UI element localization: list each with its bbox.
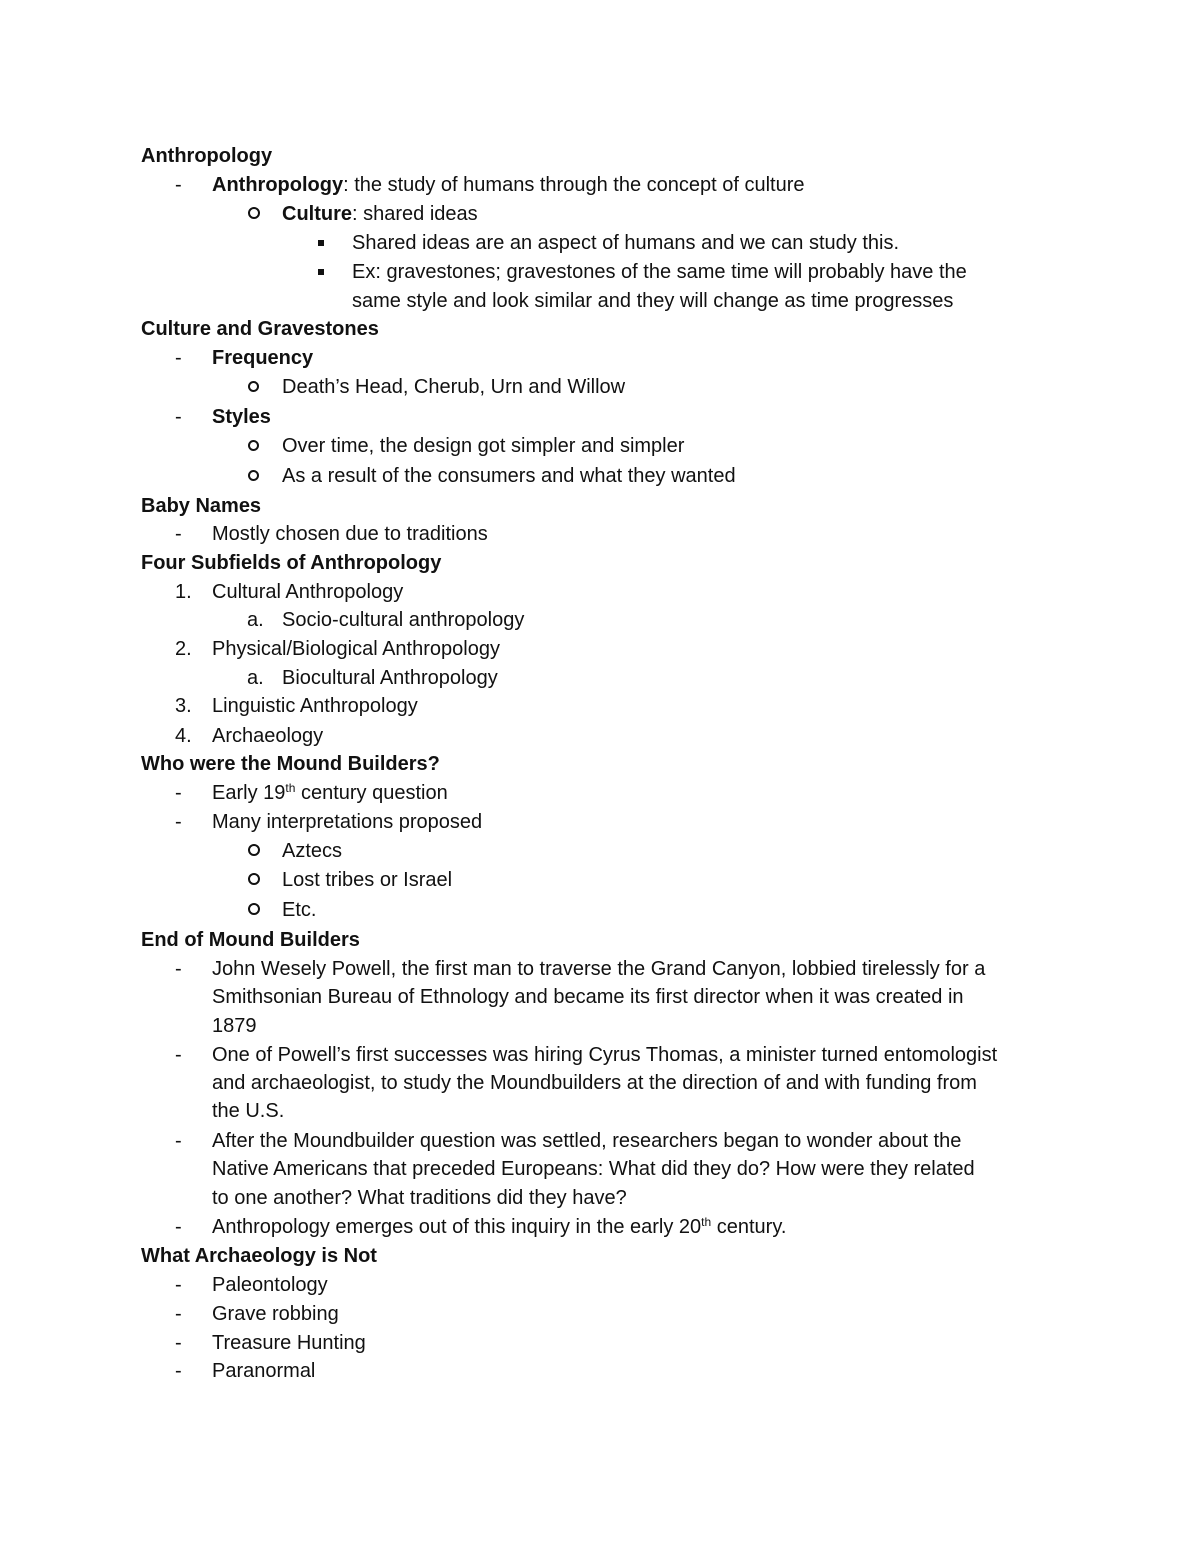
paragraph-line: Native Americans that preceded Europeans: What did they do? How were they related bbox=[212, 1158, 975, 1180]
list-item: Biocultural Anthropology bbox=[282, 667, 498, 689]
list-item: Ex: gravestones; gravestones of the same time will probably have the bbox=[352, 261, 967, 283]
paragraph-line bbox=[212, 1213, 786, 1241]
dash-bullet: - bbox=[175, 406, 182, 428]
list-item: Physical/Biological Anthropology bbox=[212, 638, 500, 660]
list-number: 2. bbox=[175, 638, 192, 660]
dash-bullet: - bbox=[175, 1044, 182, 1066]
dash-bullet: - bbox=[175, 1274, 182, 1296]
square-bullet-icon bbox=[316, 258, 322, 286]
paragraph-line: 1879 bbox=[212, 1015, 257, 1037]
list-item: Archaeology bbox=[212, 725, 324, 747]
term: Anthropology bbox=[212, 174, 344, 196]
paragraph-line: One of Powell’s first successes was hiring Cyrus Thomas, a minister turned entomologist bbox=[212, 1044, 998, 1066]
section-heading: End of Mound Builders bbox=[141, 929, 360, 951]
text-part: century question bbox=[295, 782, 448, 804]
list-item bbox=[212, 779, 448, 807]
section-heading: Culture and Gravestones bbox=[141, 318, 379, 340]
list-item bbox=[282, 200, 478, 228]
subheading: Frequency bbox=[212, 347, 314, 369]
dash-bullet: - bbox=[175, 1130, 182, 1152]
dash-bullet: - bbox=[175, 811, 182, 833]
list-item: Mostly chosen due to traditions bbox=[212, 523, 488, 545]
square-bullet-icon bbox=[316, 229, 322, 257]
section-heading: What Archaeology is Not bbox=[141, 1245, 377, 1267]
list-letter: a. bbox=[247, 609, 264, 631]
list-item: Lost tribes or Israel bbox=[282, 869, 453, 891]
text-part: Early 19 bbox=[212, 782, 286, 804]
list-item bbox=[212, 171, 805, 199]
circle-bullet-icon bbox=[248, 200, 260, 228]
section-heading: Four Subfields of Anthropology bbox=[141, 552, 442, 574]
circle-bullet-icon bbox=[248, 896, 260, 924]
paragraph-line: to one another? What traditions did they have? bbox=[212, 1187, 627, 1209]
list-item: Linguistic Anthropology bbox=[212, 695, 418, 717]
circle-bullet-icon bbox=[248, 866, 260, 894]
paragraph-line: After the Moundbuilder question was settled, researchers began to wonder about the bbox=[212, 1130, 962, 1152]
list-item: Paleontology bbox=[212, 1274, 328, 1296]
superscript: th bbox=[285, 781, 296, 795]
list-item: Shared ideas are an aspect of humans and we can study this. bbox=[352, 232, 900, 254]
dash-bullet: - bbox=[175, 1332, 182, 1354]
list-letter: a. bbox=[247, 667, 264, 689]
list-item: Paranormal bbox=[212, 1360, 316, 1382]
paragraph-line: John Wesely Powell, the first man to traverse the Grand Canyon, lobbied tirelessly for a bbox=[212, 958, 986, 980]
list-item: Many interpretations proposed bbox=[212, 811, 483, 833]
list-number: 1. bbox=[175, 581, 192, 603]
bold-circle-bullet-icon bbox=[248, 432, 259, 460]
superscript: th bbox=[701, 1215, 712, 1229]
dash-bullet: - bbox=[175, 1216, 182, 1238]
dash-bullet: - bbox=[175, 1303, 182, 1325]
list-item: Socio-cultural anthropology bbox=[282, 609, 525, 631]
circle-bullet-icon bbox=[248, 837, 260, 865]
dash-bullet: - bbox=[175, 523, 182, 545]
list-number: 3. bbox=[175, 695, 192, 717]
list-item: Death’s Head, Cherub, Urn and Willow bbox=[282, 376, 626, 398]
paragraph-line: Smithsonian Bureau of Ethnology and became its first director when it was created in bbox=[212, 986, 964, 1008]
bold-circle-bullet-icon bbox=[248, 373, 259, 401]
definition: : the study of humans through the concept of culture bbox=[343, 174, 805, 196]
list-item: Cultural Anthropology bbox=[212, 581, 404, 603]
list-number: 4. bbox=[175, 725, 192, 747]
text-part: Anthropology emerges out of this inquiry in the early 20 bbox=[212, 1216, 702, 1238]
paragraph-line: the U.S. bbox=[212, 1100, 285, 1122]
list-item: Aztecs bbox=[282, 840, 343, 862]
section-heading: Baby Names bbox=[141, 495, 262, 517]
list-item: Over time, the design got simpler and simpler bbox=[282, 435, 685, 457]
dash-bullet: - bbox=[175, 782, 182, 804]
term: Culture bbox=[282, 203, 352, 225]
dash-bullet: - bbox=[175, 958, 182, 980]
dash-bullet: - bbox=[175, 347, 182, 369]
list-item: Etc. bbox=[282, 899, 317, 921]
list-item-continuation: same style and look similar and they will change as time progresses bbox=[352, 290, 954, 312]
list-item: As a result of the consumers and what they wanted bbox=[282, 465, 736, 487]
paragraph-line: and archaeologist, to study the Moundbuilders at the direction of and with funding from bbox=[212, 1072, 977, 1094]
section-heading: Who were the Mound Builders? bbox=[141, 753, 440, 775]
list-item: Grave robbing bbox=[212, 1303, 339, 1325]
dash-bullet: - bbox=[175, 1360, 182, 1382]
definition: : shared ideas bbox=[352, 203, 478, 225]
bold-circle-bullet-icon bbox=[248, 462, 259, 490]
section-heading: Anthropology bbox=[141, 145, 273, 167]
text-part: century. bbox=[711, 1216, 787, 1238]
dash-bullet: - bbox=[175, 174, 182, 196]
list-item: Treasure Hunting bbox=[212, 1332, 366, 1354]
subheading: Styles bbox=[212, 406, 271, 428]
